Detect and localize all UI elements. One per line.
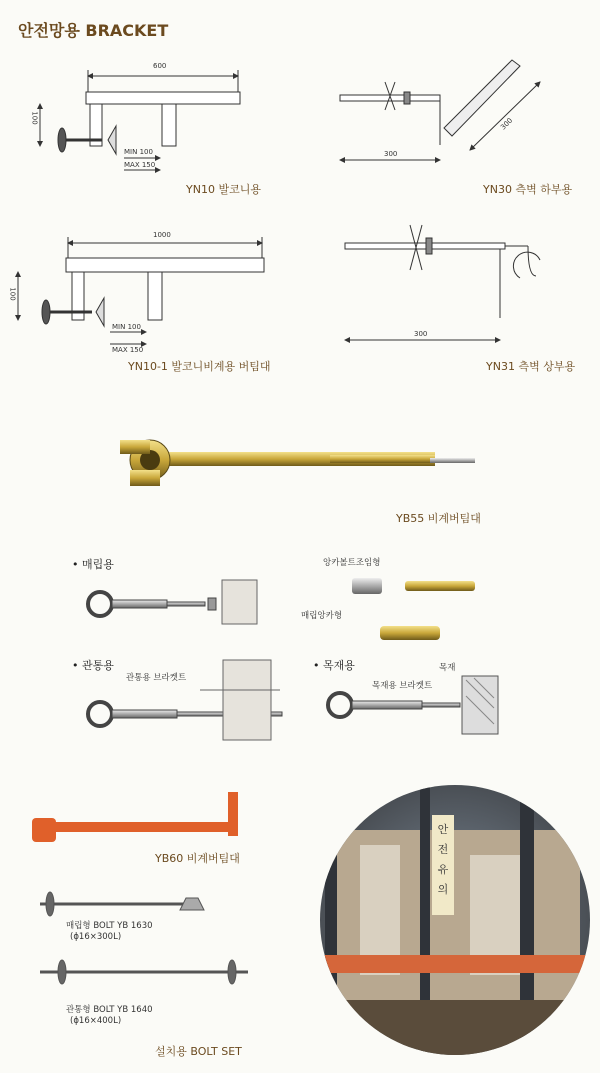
burial-anchor-label: 매립앙카형 (301, 611, 343, 621)
bolt2-size: (ϕ16×400L) (70, 1016, 122, 1026)
yn30-dim-diag: 300 (499, 116, 515, 132)
yb60-caption: YB60 비계버팀대 (155, 852, 240, 865)
anchor-parts (352, 578, 475, 640)
yn10-1-dim-top: 1000 (153, 231, 171, 239)
yb55-caption: YB55 비계버팀대 (396, 512, 481, 525)
through-label: • 관통용 (72, 659, 114, 672)
wood-material-label: 목재 (439, 663, 456, 673)
wood-label: • 목재용 (313, 659, 355, 672)
bolt1-size: (ϕ16×300L) (70, 932, 122, 942)
yn10-1-min: MIN 100 (112, 323, 141, 331)
yn10-1-max: MAX 150 (112, 346, 144, 354)
yn31-drawing (345, 225, 540, 340)
yn10-max: MAX 150 (124, 161, 156, 169)
yn30-caption: YN30 측벽 하부용 (483, 183, 573, 196)
yn10-1-dim-side: 100 (8, 287, 17, 301)
page-title: 안전망용 BRACKET (18, 21, 169, 40)
construction-photo (320, 785, 590, 1060)
yn31-dim-bottom: 300 (414, 330, 428, 338)
through-bracket-label: 관통용 브라켓트 (126, 673, 187, 683)
yn31-caption: YN31 측벽 상부용 (486, 360, 576, 373)
bolt1-name: 매립형 BOLT YB 1630 (66, 921, 153, 931)
anchor-bolt-label: 앙카볼트조임형 (323, 558, 381, 568)
yn10-caption: YN10 발코니용 (186, 183, 261, 196)
photo-sign-char: 전 (437, 843, 449, 856)
bolt-set-caption: 설치용 BOLT SET (155, 1045, 242, 1058)
yb55-illustration (120, 440, 475, 486)
burial-install (88, 580, 257, 624)
yb60-illustration (32, 792, 238, 842)
photo-sign-char: 유 (437, 863, 449, 876)
yn10-dim-top: 600 (153, 62, 167, 70)
yn10-1-caption: YN10-1 발코니비계용 버팀대 (128, 360, 271, 373)
photo-sign (437, 820, 449, 900)
yn10-1-drawing (18, 237, 264, 344)
burial-label: • 매립용 (72, 558, 114, 571)
wood-bracket-label: 목재용 브라켓트 (372, 681, 433, 691)
yn30-dim-bottom: 300 (384, 150, 398, 158)
yn10-min: MIN 100 (124, 148, 153, 156)
yn30-drawing (340, 60, 540, 160)
photo-sign-char: 의 (437, 883, 449, 896)
yn10-dim-side: 100 (30, 111, 39, 125)
bolt2-name: 관통형 BOLT YB 1640 (66, 1005, 153, 1015)
photo-sign-char: 안 (437, 823, 449, 836)
